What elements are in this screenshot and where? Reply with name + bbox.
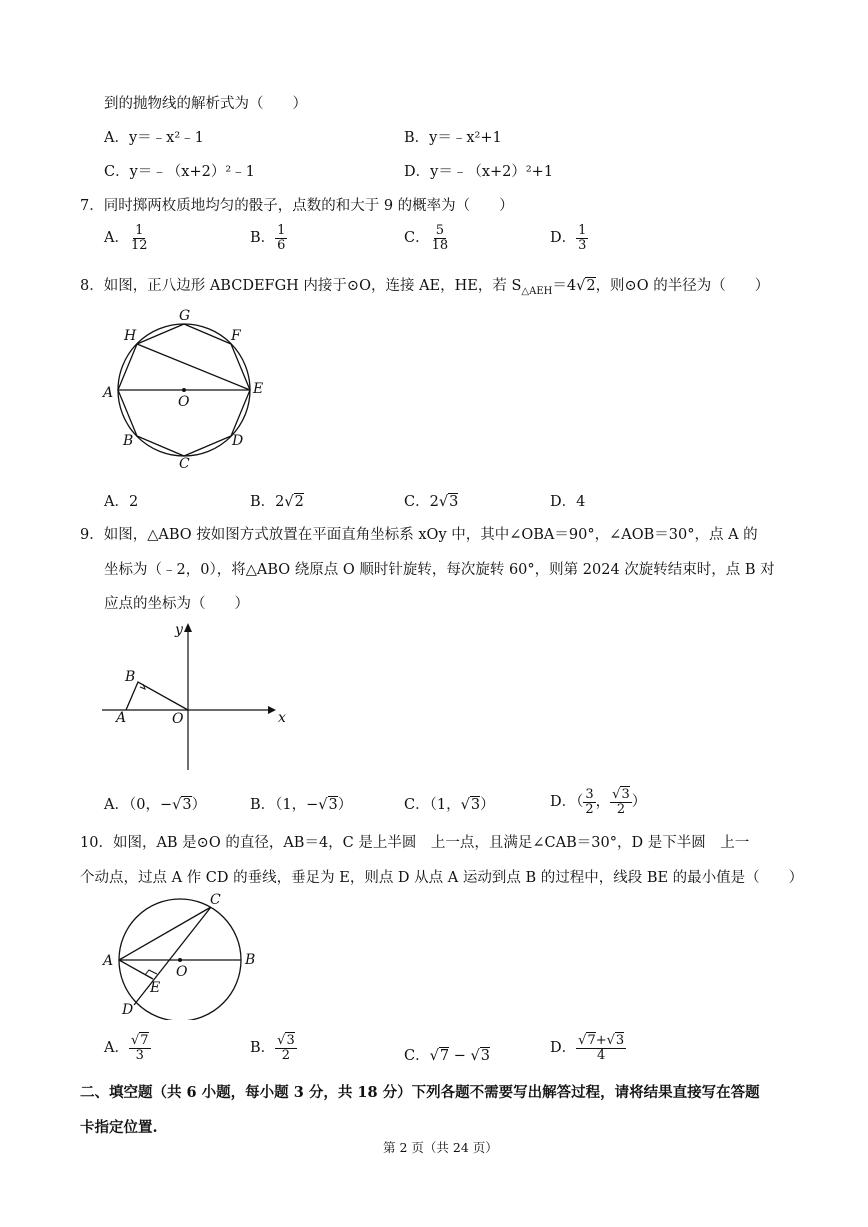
label-h: H [124,328,137,344]
q7-option-d: D． $\frac{1}{3}$ [550,223,587,253]
label-y: y [175,622,183,638]
label-a: A [103,385,114,401]
circle-figure [96,890,276,1020]
q8-option-b: B．2√2 [250,494,304,510]
q7-option-a: A． $\frac{1}{12}$ [104,223,148,253]
q9-option-a: A．（0，−√3） [104,797,207,813]
coordinate-figure [96,615,296,780]
q8-option-a: A．2 [104,494,139,510]
label-d: D [232,433,244,449]
q10-option-a: A． $\frac{√7}{3}$ [104,1033,149,1063]
q10-option-d: D． $\frac{√7+√3}{4}$ [550,1033,625,1063]
triangle-abo [126,682,188,710]
x-axis-arrow [268,706,276,714]
label-b: B [123,433,134,449]
label-o: O [176,964,188,980]
segment-ac [119,907,211,960]
q10-option-b: B． $\frac{√3}{2}$ [250,1033,295,1063]
segment-ae [119,960,153,979]
label-c: C [179,456,190,472]
q6-option-b: B．y＝﹣x²+1 [404,130,502,146]
page-footer: 第 2 页（共 24 页） [383,1140,498,1155]
q6-option-c: C．y＝﹣（x+2）²﹣1 [104,164,255,180]
label-d: D [122,1002,134,1018]
segment-he [137,344,250,390]
label-e: E [150,980,161,996]
q9-line2: 坐标为（﹣2，0），将△ABO 绕原点 O 顺时针旋转，每次旋转 60°，则第 2024 次旋转结束时，点 B 对 [104,562,775,578]
q6-option-d: D．y＝﹣（x+2）²+1 [404,164,554,180]
q7-stem: 7．同时掷两枚质地均匀的骰子，点数的和大于 9 的概率为（ ） [80,198,514,214]
q10-line1: 10．如图，AB 是⊙O 的直径，AB＝4，C 是上半圆 上一点，且满足∠CAB＝30°，D 是下半圆 上一 [80,835,750,851]
q8-option-d: D．4 [550,494,586,510]
label-c: C [210,892,221,908]
octagon-figure [96,300,276,480]
q10-line2: 个动点，过点 A 作 CD 的垂线，垂足为 E，则点 D 从点 A 运动到点 B 的过程中，线段 BE 的最小值是（ ） [80,870,804,886]
label-x: x [278,710,286,726]
q9-line3: 应点的坐标为（ ） [104,596,249,612]
label-a: A [116,710,127,726]
label-b: B [125,669,136,685]
q7-option-b: B． $\frac{1}{6}$ [250,223,286,253]
label-f: F [231,328,241,344]
q9-option-c: C．（1，√3） [404,797,495,813]
section2-heading-line1: 二、填空题（共 6 小题，每小题 3 分，共 18 分）下列各题不需要写出解答过程，请将结果直接写在答题 [80,1084,760,1101]
center-dot [182,388,186,392]
q6-option-a: A．y＝﹣x²﹣1 [104,130,204,146]
label-e: E [253,381,264,397]
q10-option-c: C．√7 − √3 [404,1048,490,1064]
section2-heading-line2: 卡指定位置. [80,1119,158,1136]
y-axis-arrow [184,623,192,632]
label-g: G [179,308,191,324]
right-angle-mark [145,970,157,975]
q9-option-d: D．（ $\frac{3}{2}$ ， $\frac{√3}{2}$ ） [550,787,647,817]
label-o: O [178,394,190,410]
q8-option-c: C．2√3 [404,494,459,510]
q8-stem: 8．如图，正八边形 ABCDEFGH 内接于⊙O，连接 AE，HE，若 $S_{\triangle AEH}=4√2$，则⊙O 的半径为（ ） [80,278,770,297]
q6-stem: 到的抛物线的解析式为（ ） [104,96,307,112]
label-o: O [172,711,184,727]
center-dot [178,958,182,962]
label-b: B [245,952,256,968]
q9-line1: 9．如图，△ABO 按如图方式放置在平面直角坐标系 xOy 中，其中∠OBA＝90°，∠AOB＝30°，点 A 的 [80,527,758,543]
segment-cd [134,907,211,1005]
q7-option-c: C． $\frac{5}{18}$ [404,223,449,253]
q9-option-b: B．（1，−√3） [250,797,353,813]
label-a: A [103,953,114,969]
